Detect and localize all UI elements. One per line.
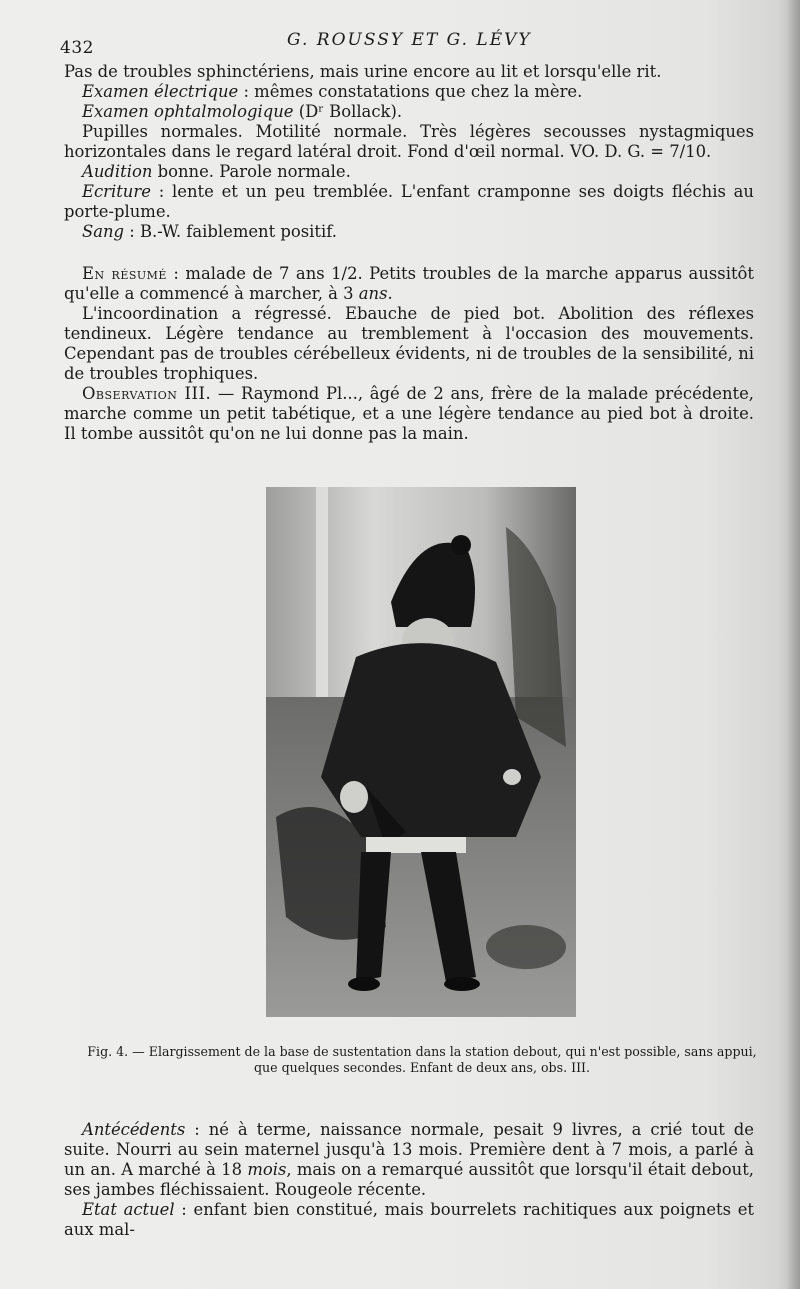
observation-block xyxy=(64,384,754,444)
clinical-notes-block xyxy=(64,62,754,242)
page-number: 432 xyxy=(60,38,94,58)
figure-caption-text: Elargissement de la base de sustentation dans la station debout, qui n'est possible, sans appui, que quelques secondes. Enfant de deux ans, obs. III. xyxy=(148,1044,757,1075)
hearing-line: Audition bonne. Parole normale. xyxy=(82,162,351,181)
pupils-paragraph: Pupilles normales. Motilité normale. Très légères secousses nystagmiques horizontales dans le regard latéral droit. Fond d'œil normal. VO. D. G. = 7/10. xyxy=(64,122,754,161)
running-head: G. ROUSSY ET G. LÉVY xyxy=(287,30,532,50)
child-photograph xyxy=(266,487,576,1017)
figure-caption xyxy=(80,1044,764,1076)
summary-block xyxy=(64,264,754,384)
electrical-exam-line: Examen électrique : mêmes constatations que chez la mère. xyxy=(82,82,583,101)
history-block xyxy=(64,1120,754,1240)
binding-shadow xyxy=(786,0,800,1289)
sphincter-line: Pas de troubles sphinctériens, mais urine encore au lit et lorsqu'elle rit. xyxy=(64,62,662,81)
figure-label: Fig. 4. — xyxy=(87,1044,145,1059)
observation-paragraph: Observation III. — Raymond Pl..., âgé de 2 ans, frère de la malade précédente, marche comme un petit tabétique, et a une légère tendance au pied bot à droite. Il tombe aussitôt qu'on ne lui donne pas la main. xyxy=(64,384,755,443)
photo-illustration xyxy=(266,487,576,1017)
blood-line: Sang : B.-W. faiblement positif. xyxy=(82,222,337,241)
writing-paragraph: Ecriture : lente et un peu tremblée. L'enfant cramponne ses doigts fléchis au porte-plume. xyxy=(64,182,754,221)
current-state-paragraph: Etat actuel : enfant bien constitué, mais bourrelets rachitiques aux poignets et aux mal- xyxy=(64,1200,754,1239)
summary-paragraph: En résumé : malade de 7 ans 1/2. Petits troubles de la marche apparus aussitôt qu'elle a commencé à marcher, à 3 ans. xyxy=(64,264,754,303)
antecedents-paragraph: Antécédents : né à terme, naissance normale, pesait 9 livres, a crié tout de suite. Nourri au sein maternel jusqu'à 13 mois. Première dent à 7 mois, a parlé à un an. A marché à 18 mois, mais on a remarqué aussitôt que lorsqu'il était debout, ses jambes fléchissaient. Rougeole récente. xyxy=(64,1120,754,1199)
ophthalmologic-exam-line: Examen ophtalmologique (Dʳ Bollack). xyxy=(82,102,403,121)
summary-second-paragraph: L'incoordination a régressé. Ebauche de pied bot. Abolition des réflexes tendineux. Légère tendance au tremblement à l'occasion des mouvements. Cependant pas de troubles cérébelleux évidents, ni de troubles de la sensibilité, ni de troubles trophiques. xyxy=(64,304,754,383)
